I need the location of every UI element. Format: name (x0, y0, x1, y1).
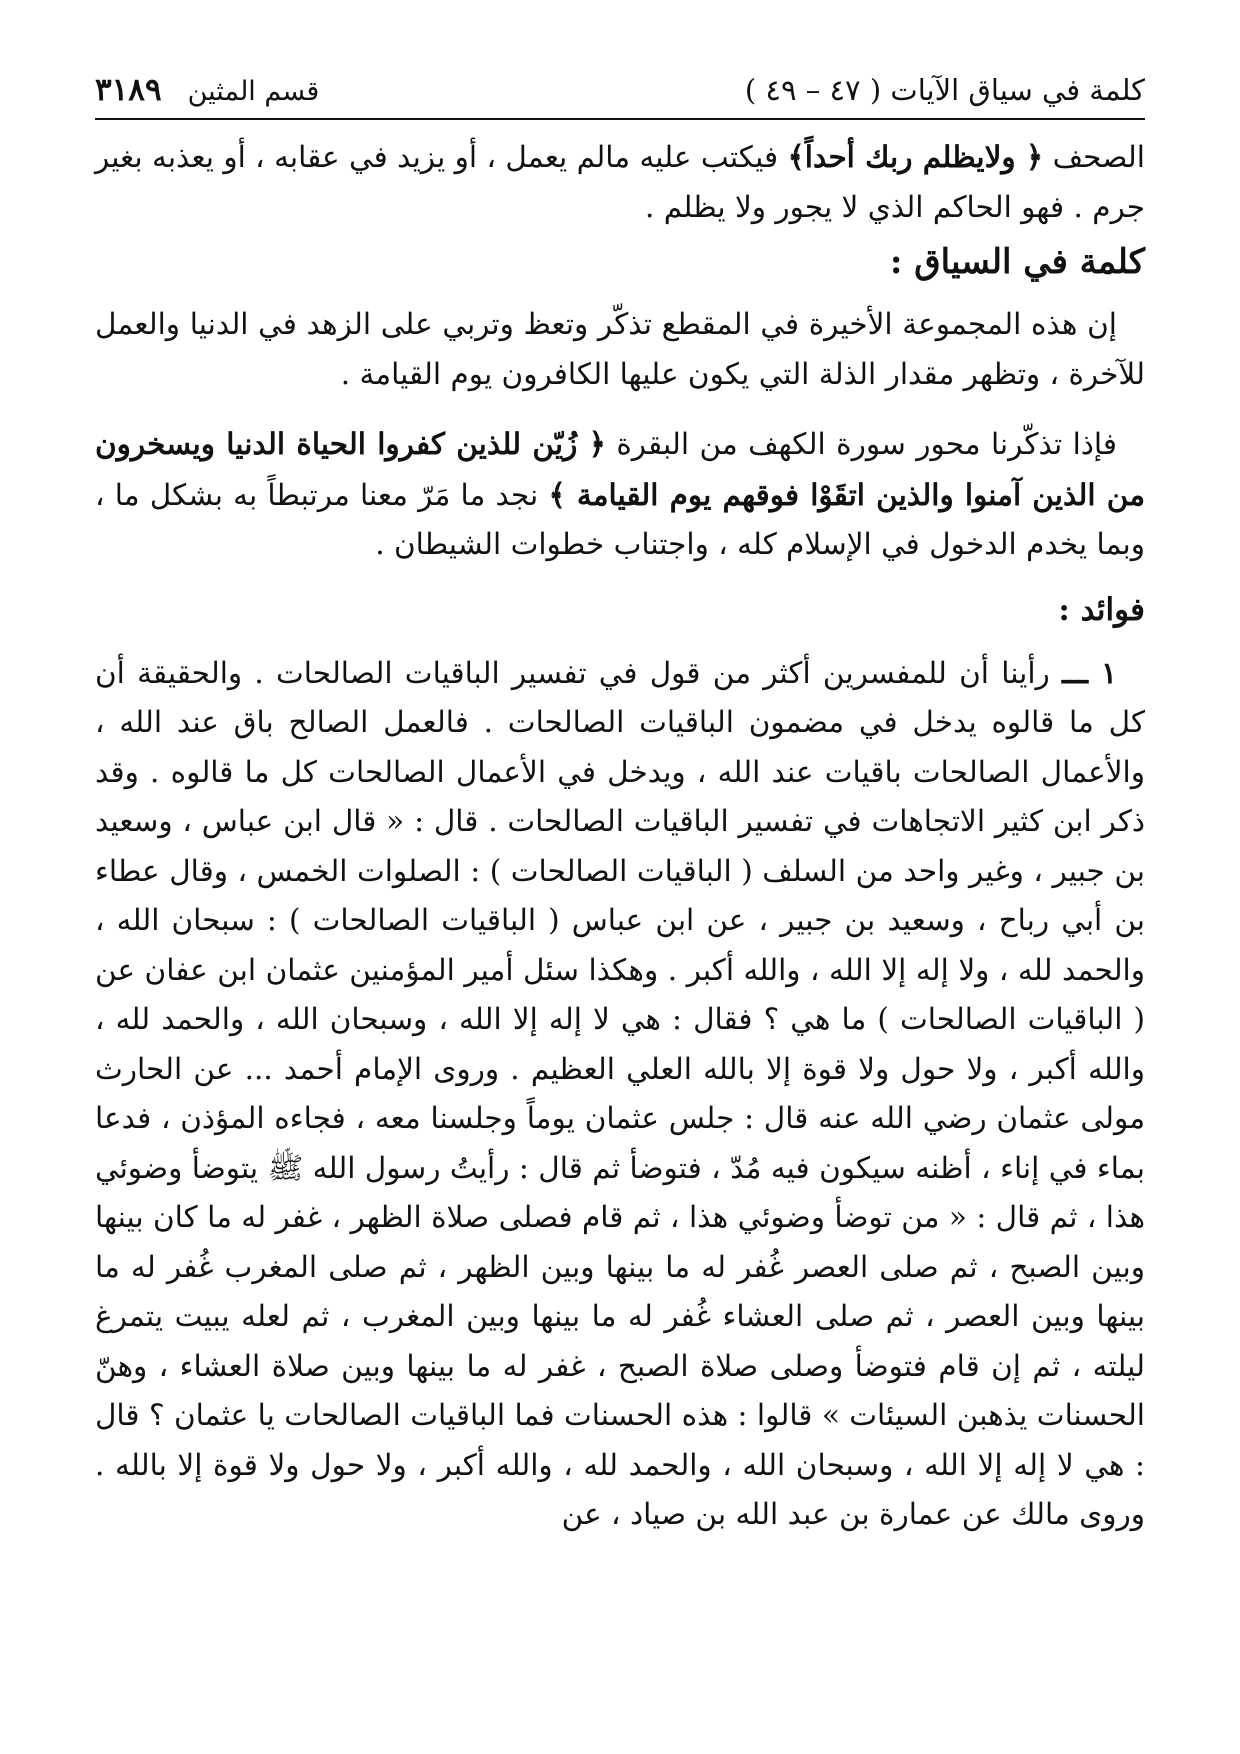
page-number: ٣١٨٩ (95, 72, 162, 108)
spacer (95, 399, 1145, 419)
benefit-text: رأينا أن للمفسرين أكثر من قول في تفسير الباقيات الصالحات . والحقيقة أن كل ما قالوه يدخل في مضمون الباقيات الصالحات . فالعمل الصالح باق عند الله ، والأعمال الصالحات باقيات عند الله ، ويدخل في الأعمال الصالحات كل ما قالوه . وقد ذكر ابن كثير الاتجاهات في تفسير الباقيات الصالحات . قال : « قال ابن عباس ، وسعيد بن جبير ، وغير واحد من السلف ( الباقيات الصالحات ) : الصلوات الخمس ، وقال عطاء بن أبي رباح ، وسعيد بن جبير ، عن ابن عباس ( الباقيات الصالحات ) : سبحان الله ، والحمد لله ، ولا إله إلا الله ، والله أكبر . وهكذا سئل أمير المؤمنين عثمان ابن عفان عن ( الباقيات الصالحات ) ما هي ؟ فقال : هي لا إله إلا الله ، وسبحان الله ، والحمد لله ، والله أكبر ، ولا حول ولا قوة إلا بالله العلي العظيم . وروى الإمام أحمد ... عن الحارث مولى عثمان رضي الله عنه قال : جلس عثمان يوماً وجلسنا معه ، فجاءه المؤذن ، فدعا بماء في إناء ، أظنه سيكون فيه مُدّ ، فتوضأ ثم قال : رأيتُ رسول الله ﷺ يتوضأ وضوئي هذا ، ثم قال : « من توضأ وضوئي هذا ، ثم قام فصلى صلاة الظهر ، غفر له ما كان بينها وبين الصبح ، ثم صلى العصر غُفر له ما بينها وبين الظهر ، ثم صلى المغرب غُفر له ما بينها وبين العصر ، ثم صلى العشاء غُفر له ما بينها وبين المغرب ، ثم لعله يبيت يتمرغ ليلته ، ثم إن قام فتوضأ وصلى صلاة الصبح ، غفر له ما بينها وبين صلاة العشاء ، وهنّ الحسنات يذهبن السيئات » قالوا : هذه الحسنات فما الباقيات الصالحات يا عثمان ؟ قال : هي لا إله إلا الله ، وسبحان الله ، والحمد لله ، والله أكبر ، ولا حول ولا قوة إلا بالله . وروى مالك عن عمارة بن عبد الله بن صياد ، عن (95, 655, 1145, 1531)
running-header (95, 70, 1145, 120)
intro-paragraph (95, 132, 1145, 232)
context-text-end: نجد ما مَرّ معنا مرتبطاً به بشكل ما ، وبما يخدم الدخول في الإسلام كله ، واجتناب خطوات الشيطان . (95, 477, 1145, 561)
intro-text-end: فيكتب عليه مالم يعمل ، أو يزيد في عقابه ، أو يعذبه بغير جرم . فهو الحاكم الذي لا يجور ولا يظلم . (95, 140, 1145, 224)
quran-verse-context: ﴿ زُيّن للذين كفروا الحياة الدنيا ويسخرون من الذين آمنوا والذين اتقَوْا فوقهم يوم القيامة ﴾ (95, 426, 1145, 512)
section-label: قسم المثين (187, 76, 320, 107)
context-text-start: فإذا تذكّرنا محور سورة الكهف من البقرة (616, 427, 1117, 461)
context-paragraph-2 (95, 419, 1145, 570)
heading-benefits: فوائد : (1058, 591, 1145, 628)
intro-text-start: الصحف (1052, 140, 1145, 174)
context-paragraph-1: إن هذه المجموعة الأخيرة في المقطع تذكّر وتعظ وتربي على الزهد في الدنيا والعمل للآخرة ، وتظهر مقدار الذلة التي يكون عليها الكافرون يوم القيامة . (95, 307, 1145, 391)
benefit-number: ١ ـــ (1062, 654, 1117, 690)
header-left-block (95, 70, 319, 112)
page-title: كلمة في سياق الآيات ( ٤٧ – ٤٩ ) (744, 73, 1145, 107)
quran-verse-intro: ﴿ ولايظلم ربك أحداً﴾ (787, 139, 1044, 174)
benefit-paragraph-1 (95, 648, 1145, 1540)
heading-context: كلمة في السياق : (889, 242, 1145, 282)
